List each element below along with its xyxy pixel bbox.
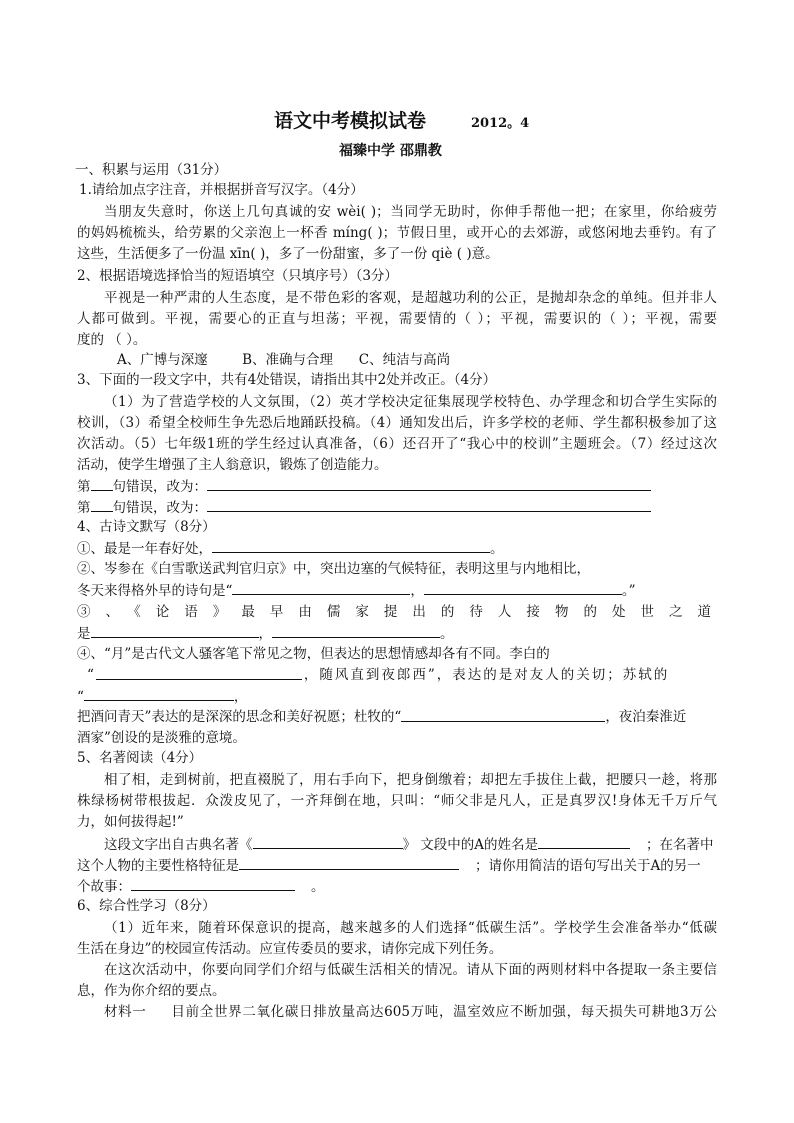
q6-text-line-1: （1）近年来，随着环保意识的提高，越来越多的人们选择“低碳生活”。学校学生会准备举办“低碳 — [104, 920, 717, 936]
q3-text-line-2: 校训，（3）希望全校师生争先恐后地踊跃投稿。（4）通知发出后，许多学校的老师、学生都积极参加了这 — [77, 415, 717, 431]
q5-trait-label: 这个人物的主要性格特征是 — [77, 858, 239, 874]
q5-story-prefix: 个故事： — [77, 879, 131, 895]
q3-blank-correction-1[interactable] — [207, 476, 651, 491]
q3-blank-number-1[interactable] — [91, 476, 113, 491]
exam-date: 2012。4 — [471, 116, 530, 131]
q4-comma: ， — [410, 583, 424, 599]
q3-answer-line-2 — [77, 497, 651, 519]
question-3-heading: 3、下面的一段文字中，共有4处错误，请指出其中2处并改正。（4分） — [77, 372, 497, 388]
q4-blank-3b[interactable] — [272, 623, 440, 638]
q5-blank-trait[interactable] — [239, 855, 459, 870]
question-6-heading: 6、综合性学习（8分） — [77, 898, 216, 914]
question-1-heading: 1.请给加点字注音，并根据拼音写汉字。（4分） — [79, 182, 364, 198]
q4-blank-4c[interactable] — [401, 707, 605, 722]
q3-answer-label: 句错误，改为： — [112, 479, 207, 495]
q5-question-line-3 — [77, 876, 325, 898]
q4-blank-4b[interactable] — [84, 686, 234, 701]
q1-text-line-1: 当朋友失意时，你送上几句真诚的安 wèi( )；当同学无助时，你伸手帮他一把；在家里，你给疲劳 — [104, 204, 717, 220]
q4-blank-4a[interactable] — [96, 665, 302, 680]
q4-item-3-line-1: ③、《论语》最早由儒家提出的待人接物的处世之道 — [77, 604, 717, 620]
q4-comma: ， — [258, 626, 272, 642]
q5-name-label: 》 文段中的A的姓名是 — [402, 837, 539, 853]
q4-item-4-line-1: ④、“月”是古代文人骚客笔下常见之物，但表达的思想情感却各有不同。李白的 — [77, 646, 550, 662]
q5-end-mark: 。 — [311, 879, 325, 895]
q4-item-1-end: 。 — [490, 541, 504, 557]
q4-item-3-end: 。 — [440, 626, 454, 642]
q4-item-4-text-3: ，夜泊秦淮近 — [605, 709, 687, 725]
q4-blank-2b[interactable] — [424, 580, 622, 595]
q5-character-label: ；在名著中 — [646, 837, 714, 853]
q6-text-line-4: 息，作为你介绍的要点。 — [77, 983, 226, 999]
q4-item-4-line-2 — [87, 665, 717, 686]
q4-open-quote: “ — [87, 667, 94, 683]
q3-blank-correction-2[interactable] — [207, 497, 651, 512]
q4-item-4-text-2: 把酒问青天”表达的是深深的思念和美好祝愿；杜牧的“ — [77, 709, 402, 725]
q6-material-1: 材料一 目前全世界二氧化碳日排放量高达605万吨，温室效应不断加强，每天损失可耕地3万公 — [104, 1004, 717, 1020]
page-title: 语文中考模拟试卷 — [274, 110, 427, 132]
q4-item-1-text: ①、最是一年春好处， — [77, 541, 212, 557]
q2-text-line-2: 人都可做到。平视，需要心的正直与坦荡；平视，需要情的（ ）；平视，需要识的（ ）；平视，需要 — [77, 311, 717, 327]
q4-item-4-line-5: 酒家”创设的是淡雅的意境。 — [77, 730, 246, 746]
q4-comma: ， — [233, 689, 248, 705]
q4-item-4-line-3 — [77, 686, 247, 708]
q4-item-4-line-4 — [77, 707, 717, 728]
q4-item-3-prefix: 是 — [77, 626, 91, 642]
q4-item-2-line-2 — [77, 580, 636, 602]
q5-blank-story[interactable] — [131, 876, 295, 891]
q5-question-line-1 — [104, 834, 714, 856]
q5-source-label: 这段文字出自古典名著《 — [104, 837, 253, 853]
q3-answer-line-1 — [77, 476, 651, 498]
q5-blank-book[interactable] — [253, 834, 403, 849]
q2-text-line-1: 平视是一种严肃的人生态度，是不带色彩的客观，是超越功利的公正，是抛却杂念的单纯。但并非人 — [104, 290, 717, 306]
school-author: 福臻中学 邵鼎教 — [339, 143, 442, 159]
q5-blank-name[interactable] — [538, 834, 630, 849]
q4-item-2-line-1: ②、岑参在《白雪歌送武判官归京》中，突出边塞的气候特征，表明这里与内地相比， — [77, 561, 590, 577]
q4-item-1 — [77, 538, 504, 560]
q4-item-2-prefix: 冬天来得格外早的诗句是“ — [77, 583, 233, 599]
q3-blank-number-2[interactable] — [91, 497, 113, 512]
q2-text-line-3: 度的 （ ）。 — [77, 332, 147, 348]
q4-item-2-end: 。” — [621, 583, 636, 599]
q4-blank-2a[interactable] — [232, 580, 410, 595]
q5-story-label: ；请你用简洁的语句写出关于A的另一 — [475, 858, 701, 874]
q5-passage-line-1: 相了相，走到树前，把直裰脱了，用右手向下，把身倒缴着；却把左手拔住上截，把腰只一趁，将那 — [104, 772, 717, 788]
section-heading-1: 一、积累与运用（31分） — [75, 162, 228, 178]
q4-open-quote: “ — [77, 689, 84, 705]
q3-answer-prefix: 第 — [77, 479, 91, 495]
q3-text-line-1: （1）为了营造学校的人文氛围，（2）英才学校决定征集展现学校特色、办学理念和切合学生实际的 — [104, 394, 717, 410]
q5-passage-line-2: 株绿杨树带根拔起．众泼皮见了，一齐拜倒在地，只叫：“师父非是凡人，正是真罗汉!身体无千万斤气 — [77, 793, 717, 809]
q6-text-line-3: 在这次活动中，你要向同学们介绍与低碳生活相关的情况。请从下面的两则材料中各提取一条主要信 — [104, 962, 717, 978]
q5-question-line-2 — [77, 855, 701, 877]
q5-passage-line-3: 力，如何拔得起!” — [77, 814, 184, 830]
q1-text-line-3: 这些，生活便多了一份温 xīn( )，多了一份甜蜜，多了一份 qiè ( )意。 — [77, 246, 499, 262]
question-2-heading: 2、根据语境选择恰当的短语填空（只填序号）（3分） — [77, 268, 398, 284]
question-4-heading: 4、古诗文默写（8分） — [77, 519, 216, 535]
q4-blank-3a[interactable] — [91, 623, 259, 638]
question-5-heading: 5、名著阅读（4分） — [77, 750, 203, 766]
q4-item-3-line-2 — [77, 623, 454, 645]
q6-text-line-2: 生活在身边”的校园宣传活动。应宣传委员的要求，请你完成下列任务。 — [77, 941, 503, 957]
q2-options: A、广博与深邃 B、准确与合理 C、纯洁与高尚 — [117, 352, 451, 368]
q1-text-line-2: 的妈妈梳梳头，给劳累的父亲泡上一杯香 míng( )；节假日里，或开心的去郊游，或悠闲地去垂钓。有了 — [77, 225, 717, 241]
q4-item-4-text: ，随风直到夜郎西”，表达的是对友人的关切；苏轼的 — [303, 667, 670, 683]
q3-text-line-4: 活动，使学生增强了主人翁意识，锻炼了创造能力。 — [77, 457, 388, 473]
q3-text-line-3: 次活动。（5）七年级1班的学生经过认真准备，（6）还召开了“我心中的校训”主题班会。（7）经过这次 — [77, 436, 717, 452]
q3-answer-label: 句错误，改为： — [112, 500, 207, 516]
q3-answer-prefix: 第 — [77, 500, 91, 516]
q4-blank-1[interactable] — [212, 538, 490, 553]
